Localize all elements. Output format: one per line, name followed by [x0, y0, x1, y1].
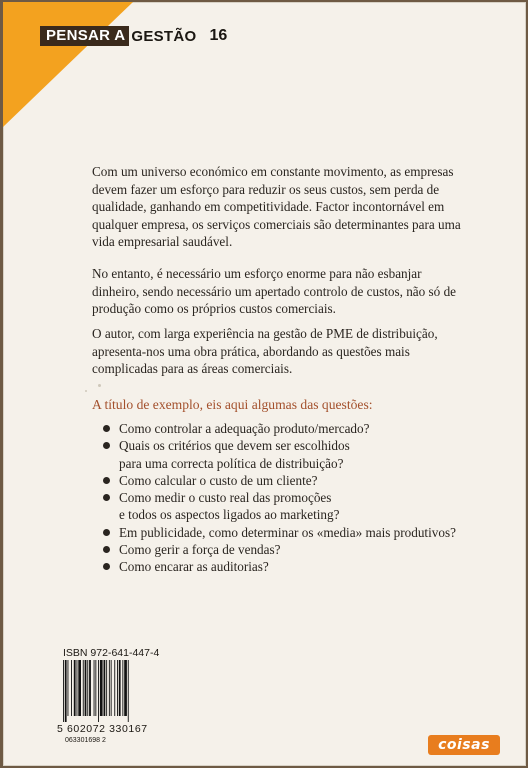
barcode-bar — [77, 660, 78, 716]
isbn-label: ISBN 972-641-447-4 — [63, 647, 160, 659]
series-number: 16 — [209, 27, 228, 44]
list-item — [103, 472, 503, 489]
series-name-part2: GESTÃO — [131, 27, 197, 45]
barcode-bar — [95, 660, 96, 716]
barcode-bar — [63, 660, 64, 722]
barcode-bar — [74, 660, 76, 716]
question-text: Quais os critérios que devem ser escolhidos — [119, 438, 350, 454]
bullet-icon — [103, 494, 110, 501]
question-text: Como encarar as auditorias? — [119, 559, 269, 575]
bullet-icon — [103, 425, 110, 432]
question-text: Como controlar a adequação produto/mercado? — [119, 421, 370, 436]
book-back-cover — [3, 2, 526, 766]
bullet-icon — [103, 529, 110, 536]
questions-intro: A título de exemplo, eis aqui algumas das questões: — [92, 397, 373, 412]
barcode-digits: 5 602072 330167 — [57, 723, 148, 735]
paragraph-1: Com um universo económico em constante movimento, as empresas devem fazer um esforço para reduzir os seus custos, sem perda de qualidade, ganhando em competitividade. Factor incontornável em qualquer empresa, os serviços comerciais são determinantes para uma vida empresarial saudável. — [92, 164, 461, 249]
bullet-icon — [103, 477, 110, 484]
barcode-bar — [71, 660, 72, 716]
barcode-bar — [109, 660, 110, 716]
small-code: 063301698 2 — [65, 737, 106, 744]
series-header — [40, 26, 227, 46]
question-text-continued: para uma correcta política de distribuição? — [119, 455, 344, 471]
question-text: Como calcular o custo de um cliente? — [119, 472, 318, 488]
list-item — [103, 437, 503, 472]
barcode-bar — [111, 660, 112, 716]
barcode-bar — [94, 660, 95, 716]
question-text-continued: e todos os aspectos ligados ao marketing? — [119, 507, 340, 523]
corner-triangle — [3, 2, 133, 127]
paragraph-2: No entanto, é necessário um esforço enorme para não esbanjar dinheiro, sendo necessário um apertado controlo de custos, não só de produção como os próprios custos comerciais. — [92, 266, 457, 316]
list-item — [103, 420, 503, 437]
question-text: Em publicidade, como determinar os «media» mais produtivos? — [119, 524, 456, 540]
barcode-bar — [119, 660, 121, 716]
question-text: Como gerir a força de vendas? — [119, 542, 281, 558]
barcode-bar — [83, 660, 84, 716]
barcode-bar — [87, 660, 88, 716]
barcode-bar — [122, 660, 123, 716]
list-item — [103, 541, 503, 558]
publisher-name: coisas — [438, 737, 490, 753]
barcode-bar — [85, 660, 87, 716]
barcode-bar — [104, 660, 106, 716]
bullet-icon — [103, 563, 110, 570]
barcode-bar — [65, 660, 67, 722]
barcode-bar — [100, 660, 103, 716]
barcode-bar — [124, 660, 127, 716]
bullet-icon — [103, 442, 110, 449]
publisher-logo — [428, 735, 500, 755]
barcode-bar — [98, 660, 99, 722]
question-text: Como medir o custo real das promoções — [119, 490, 332, 506]
barcode-bar — [117, 660, 118, 716]
list-item — [103, 489, 503, 524]
list-item — [103, 524, 503, 541]
speckle — [98, 384, 101, 387]
list-item — [103, 558, 503, 575]
questions-list — [103, 420, 503, 576]
series-name-part1: PENSAR A — [40, 26, 129, 46]
bullet-icon — [103, 546, 110, 553]
barcode-bar — [114, 660, 115, 716]
barcode-bar — [106, 660, 107, 716]
paragraph-3: O autor, com larga experiência na gestão de PME de distribuição, apresenta-nos uma obra prática, abordando as questões mais complicadas para as áreas comerciais. — [92, 326, 438, 376]
barcode-bar — [128, 660, 129, 722]
barcode-bar — [68, 660, 69, 716]
barcode-bar — [78, 660, 81, 716]
speckle — [85, 390, 87, 392]
barcode-bar — [89, 660, 91, 716]
barcode-icon — [61, 660, 153, 722]
